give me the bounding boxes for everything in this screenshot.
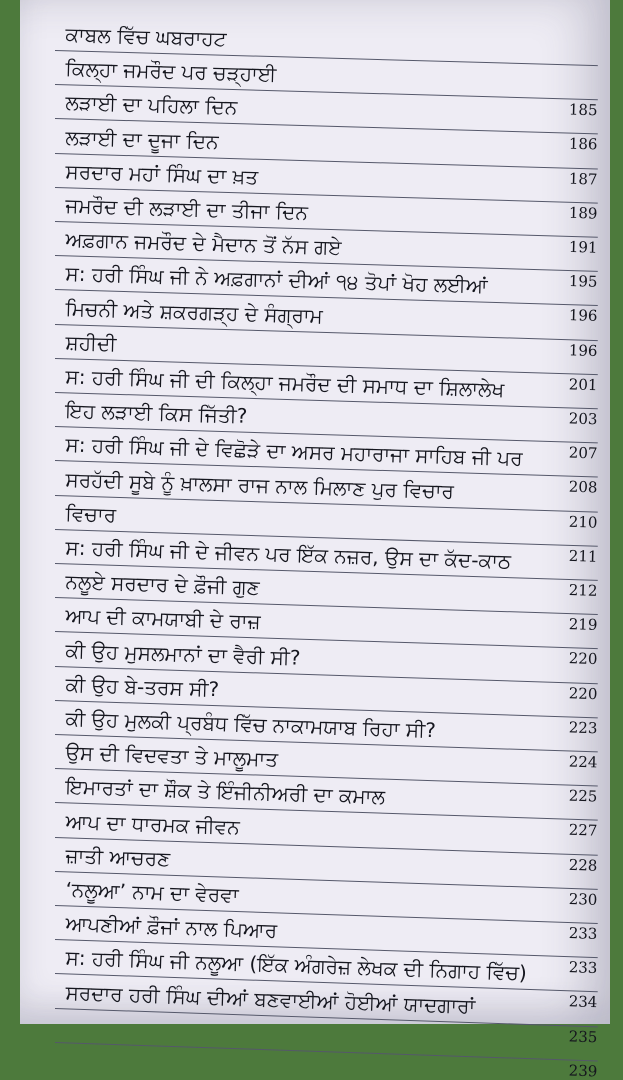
- toc-entry-title: ਕੀ ਉਹ ਬੇ-ਤਰਸ ਸੀ?: [65, 672, 220, 702]
- toc-entry-title: ਨਲੂਏ ਸਰਦਾਰ ਦੇ ਫ਼ੌਜੀ ਗੁਣ: [65, 569, 261, 600]
- toc-entry-page: 227: [568, 821, 598, 841]
- toc-entry-page: 239: [568, 1061, 598, 1080]
- toc-entry-page: 220: [568, 649, 598, 669]
- toc-entry-page: 235: [568, 1026, 598, 1046]
- toc-entry-title: ਸਰਦਾਰ ਮਹਾਂ ਸਿੰਘ ਦਾ ਖ਼ਤ: [65, 159, 259, 189]
- toc-entry-page: 211: [568, 546, 598, 566]
- toc-entry-title: ਇਮਾਰਤਾਂ ਦਾ ਸ਼ੌਕ ਤੇ ਇੰਜੀਨੀਅਰੀ ਦਾ ਕਮਾਲ: [65, 774, 386, 810]
- toc-entry-title: ਅਫ਼ਗਾਨ ਜਮਰੌਦ ਦੇ ਮੈਦਾਨ ਤੋਂ ਨੱਸ ਗਏ: [65, 227, 342, 260]
- toc-entry-page: 207: [568, 443, 598, 463]
- toc-entry-page: 191: [568, 237, 598, 257]
- toc-entry-title: ਲੜਾਈ ਦਾ ਪਹਿਲਾ ਦਿਨ: [65, 90, 238, 120]
- toc-entry-title: ‘ਨਲੂਆ’ ਨਾਮ ਦਾ ਵੇਰਵਾ: [65, 877, 239, 908]
- toc-entry-title: ਕਿਲ੍ਹਾ ਜਮਰੌਦ ਪਰ ਚੜ੍ਹਾਈ: [65, 56, 277, 87]
- toc-entry-title: ਸ਼ਹੀਦੀ: [65, 330, 117, 356]
- toc-entry-page: 203: [568, 409, 598, 429]
- toc-entry-page: 220: [568, 683, 598, 703]
- toc-entry-title: ਸ: ਹਰੀ ਸਿੰਘ ਜੀ ਨੇ ਅਫ਼ਗਾਨਾਂ ਦੀਆਂ ੧੪ ਤੋਪਾਂ ਖੋਹ ਲਈਆਂ: [65, 261, 489, 299]
- toc-entry-page: 225: [568, 786, 598, 806]
- toc-entry-page: 210: [568, 512, 598, 532]
- toc-entry-title: ਸ: ਹਰੀ ਸਿੰਘ ਜੀ ਦੇ ਜੀਵਨ ਪਰ ਇੱਕ ਨਜ਼ਰ, ਉਸ ਦਾ ਕੱਦ-ਕਾਠ: [65, 535, 512, 574]
- toc-entry-page: 233: [568, 924, 598, 943]
- toc-entry-page: 219: [568, 615, 598, 635]
- toc-entry-title: ਉਸ ਦੀ ਵਿਦਵਤਾ ਤੇ ਮਾਲੂਮਾਤ: [65, 740, 279, 772]
- book-page: [20, 0, 610, 1080]
- toc-entry-title: ਇਹ ਲੜਾਈ ਕਿਸ ਜਿੱਤੀ?: [65, 398, 248, 428]
- toc-entry-page: 228: [568, 855, 598, 875]
- toc-entry-title: ਮਿਚਨੀ ਅਤੇ ਸ਼ਕਰਗੜ੍ਹ ਦੇ ਸੰਗ੍ਰਾਮ: [65, 295, 324, 328]
- toc-entry-title: ਆਪ ਦਾ ਧਾਰਮਕ ਜੀਵਨ: [65, 808, 241, 839]
- toc-entry-title: ਆਪ ਦੀ ਕਾਮਯਾਬੀ ਦੇ ਰਾਜ਼: [65, 603, 261, 634]
- toc-entry-page: 187: [568, 169, 598, 189]
- toc-entry-page: 196: [568, 306, 598, 326]
- toc-entry-title: ਲੜਾਈ ਦਾ ਦੂਜਾ ਦਿਨ: [65, 124, 219, 154]
- toc-entry-page: 234: [568, 992, 598, 1012]
- toc-entry-page: 223: [568, 718, 598, 738]
- toc-entry-page: 201: [568, 375, 598, 394]
- toc-entry-page: 185: [568, 100, 598, 120]
- toc-entry-title: ਸ: ਹਰੀ ਸਿੰਘ ਜੀ ਨਲੂਆ (ਇੱਕ ਅੰਗਰੇਜ਼ ਲੇਖਕ ਦੀ ਨਿਗਾਹ ਵਿੱਚ): [65, 945, 528, 986]
- toc-entry-page: 233: [568, 958, 598, 978]
- toc-entry-title: ਕੀ ਉਹ ਮੁਲਕੀ ਪ੍ਰਬੰਧ ਵਿੱਚ ਨਾਕਾਮਯਾਬ ਰਿਹਾ ਸੀ?: [65, 706, 437, 743]
- toc-entry-page: 189: [568, 203, 598, 223]
- toc-entry-page: 195: [568, 272, 598, 292]
- toc-entry-title: ਸ: ਹਰੀ ਸਿੰਘ ਜੀ ਦੇ ਵਿਛੋੜੇ ਦਾ ਅਸਰ ਮਹਾਰਾਜਾ ਸਾਹਿਬ ਜੀ ਪਰ: [65, 432, 524, 471]
- toc-entry-title: ਸ: ਹਰੀ ਸਿੰਘ ਜੀ ਦੀ ਕਿਲ੍ਹਾ ਜਮਰੌਦ ਦੀ ਸਮਾਧ ਦਾ ਸ਼ਿਲਾਲੇਖ: [65, 364, 505, 402]
- toc-entry-page: 196: [568, 340, 598, 360]
- toc-entry-title: ਸਰਹੱਦੀ ਸੂਬੇ ਨੂੰ ਖ਼ਾਲਸਾ ਰਾਜ ਨਾਲ ਮਿਲਾਣ ਪੁਰ ਵਿਚਾਰ: [65, 466, 455, 503]
- toc-entry-page: 212: [568, 580, 598, 600]
- toc-entry-page: 224: [568, 752, 598, 772]
- toc-entry-title: ਜ਼ਾਤੀ ਆਚਰਣ: [65, 843, 171, 871]
- toc-entry-title: ਕਾਬਲ ਵਿੱਚ ਘਬਰਾਹਟ: [65, 22, 227, 51]
- toc-entry-page: 186: [568, 134, 598, 154]
- toc-entry-title: ਕੀ ਉਹ ਮੁਸਲਮਾਨਾਂ ਦਾ ਵੈਰੀ ਸੀ?: [65, 637, 301, 670]
- toc-entry-page: 208: [568, 478, 598, 497]
- toc-entry-title: ਸਰਦਾਰ ਹਰੀ ਸਿੰਘ ਦੀਆਂ ਬਣਵਾਈਆਂ ਹੋਈਆਂ ਯਾਦਗਾਰਾਂ: [65, 979, 476, 1018]
- toc-entry-title: ਜਮਰੌਦ ਦੀ ਲੜਾਈ ਦਾ ਤੀਜਾ ਦਿਨ: [65, 193, 309, 225]
- toc-entry-page: 230: [568, 889, 598, 909]
- toc-entry-title: ਆਪਣੀਆਂ ਫ਼ੌਜਾਂ ਨਾਲ ਪਿਆਰ: [65, 911, 278, 943]
- toc-entry-title: ਵਿਚਾਰ: [65, 501, 117, 527]
